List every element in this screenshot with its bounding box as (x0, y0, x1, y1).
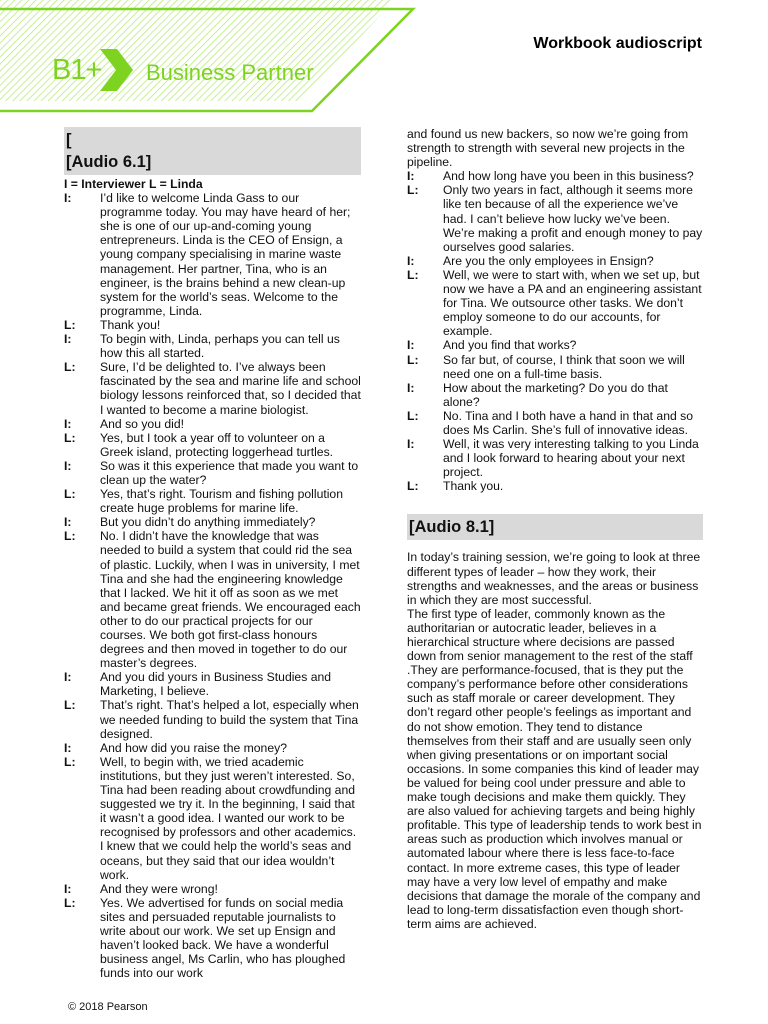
transcript-turn (64, 670, 361, 698)
speaker-label: I: (64, 458, 72, 473)
transcript-turn (407, 353, 704, 381)
transcript-turn (64, 515, 361, 529)
speaker-label: I: (407, 437, 415, 452)
transcript-turns (64, 191, 361, 980)
transcript-turn (64, 417, 361, 431)
transcript-turn (407, 409, 704, 437)
continued-text: and found us new backers, so now we’re going from strength to strength with several new projects in the pipeline. (407, 127, 689, 170)
turn-text: And you did yours in Business Studies and Marketing, I believe. (100, 670, 332, 699)
speaker-label: L: (64, 754, 76, 769)
turn-text: Well, we were to start with, when we set up, but now we have a PA and an engineering assistant for Tina. We outsource other tasks. We don’t employ someone to do our accounts, for example. (443, 267, 702, 339)
speaker-label: L: (64, 895, 76, 910)
speaker-label: L: (407, 183, 419, 198)
transcript-turn (407, 169, 704, 183)
turn-text: Well, to begin with, we tried academic institutions, but they just weren’t interested. So, Tina had been reading about crowdfunding and suggested we try it. In the beginning, I said that it wasn’t a good idea. I wanted our work to be recognised by professors and other academics. I knew that we could help the world’s seas and oceans, but they said that our idea wouldn’t work. (100, 754, 357, 882)
turn-text: And how long have you been in this business? (443, 169, 694, 184)
transcript-turn (64, 318, 361, 332)
speaker-label: I: (64, 416, 72, 431)
speaker-label: L: (64, 317, 76, 332)
turn-text: Well, it was very interesting talking to you Linda and I look forward to hearing about your next project. (443, 437, 699, 480)
turn-text: No. Tina and I both have a hand in that and so does Ms Carlin. She’s full of innovative ideas. (443, 408, 694, 437)
speaker-label: L: (64, 360, 76, 375)
transcript-turn (64, 487, 361, 515)
speaker-label: I: (64, 670, 72, 685)
speaker-label: L: (64, 430, 76, 445)
transcript-turns-continued (407, 169, 704, 493)
transcript-turn (64, 896, 361, 981)
speaker-label: I: (407, 253, 415, 268)
transcript-turn (407, 437, 704, 479)
turn-text: And they were wrong! (100, 881, 218, 896)
stray-bracket: [ (66, 131, 72, 149)
speaker-label: L: (64, 698, 76, 713)
turn-text: Yes, that’s right. Tourism and fishing pollution create huge problems for marine life. (100, 487, 343, 516)
turn-text: And you find that works? (443, 338, 577, 353)
speaker-label: L: (64, 529, 76, 544)
brand-banner (0, 0, 420, 115)
audio-8-1-heading: [Audio 8.1] (407, 514, 703, 540)
speaker-label: L: (407, 352, 419, 367)
speaker-label: L: (407, 267, 419, 282)
turn-text: So was it this experience that made you want to clean up the water? (100, 458, 359, 487)
turn-text: Yes. We advertised for funds on social media sites and persuaded reputable journalists to write about our work. We set up Ensign and haven’t looked back. We have a wonderful business angel, Ms Carlin, who has ploughed funds into our work (100, 895, 346, 981)
speaker-label: L: (64, 487, 76, 502)
turn-text: Thank you! (100, 317, 161, 332)
copyright-footer: © 2018 Pearson (68, 1001, 148, 1013)
turn-text: Sure, I’d be delighted to. I’ve always been fascinated by the sea and marine life and school biology lessons reinforced that, so I decided that I wanted to become a marine biologist. (100, 360, 361, 417)
transcript-turn (64, 741, 361, 755)
transcript-turn (407, 254, 704, 268)
turn-text: To begin with, Linda, perhaps you can tell us how this all started. (100, 332, 340, 361)
brand-name: Business Partner (146, 60, 314, 85)
speaker-label: L: (407, 408, 419, 423)
speaker-label: I: (64, 515, 72, 530)
turn-text: And how did you raise the money? (100, 740, 287, 755)
transcript-turn (407, 479, 704, 493)
turn-text: That’s right. That’s helped a lot, especially when we needed funding to build the system that Tina designed. (100, 698, 359, 741)
transcript-turn (64, 360, 361, 416)
speaker-label: I: (64, 332, 72, 347)
transcript-turn (64, 698, 361, 740)
turn-text: I’d like to welcome Linda Gass to our programme today. You may have heard of her; she is one of our up-and-coming young entrepreneurs. Linda is the CEO of Ensign, a young company specialising in marine waste management. Her partner, Tina, who is an engineer, is the brains behind a new clean-up system for the world’s seas. Welcome to the programme, Linda. (100, 191, 351, 318)
transcript-turn (64, 882, 361, 896)
audio-6-1-heading (64, 127, 361, 175)
turn-text: Are you the only employees in Ensign? (443, 253, 654, 268)
transcript-turn (64, 529, 361, 670)
turn-text: Only two years in fact, although it seems more like ten because of all the experience we’ve had. I can’t believe how lucky we’ve been. We’re making a profit and enough money to pay ourselves good salaries. (443, 183, 703, 254)
speaker-key: I = Interviewer L = Linda (64, 177, 203, 191)
transcript-turn (64, 332, 361, 360)
turn-text: No. I didn’t have the knowledge that was needed to build a system that could rid the sea of plastic. Luckily, when I was in university, I met Tina and she had the engineering knowledge that I lacked. We hit it off as soon as we met and became great friends. We encouraged each other to do our practical projects for our courses. We both got first-class honours degrees and then moved in together to do our master’s degrees. (100, 529, 361, 671)
speaker-label: I: (64, 740, 72, 755)
speaker-label: I: (407, 169, 415, 184)
section-gap (407, 493, 704, 514)
transcript-turn (64, 431, 361, 459)
turn-text: So far but, of course, I think that soon we will need one on a full-time basis. (443, 352, 685, 381)
transcript-turn (64, 191, 361, 318)
audio-6-1-title: [Audio 6.1] (66, 153, 152, 171)
course-level: B1+ (52, 54, 102, 86)
speaker-label: I: (64, 191, 72, 206)
speaker-label: I: (407, 338, 415, 353)
speaker-label: I: (64, 881, 72, 896)
document-type-title: Workbook audioscript (533, 35, 702, 52)
speaker-label: I: (407, 380, 415, 395)
turn-text: But you didn’t do anything immediately? (100, 515, 316, 530)
transcript-turn (407, 183, 704, 253)
transcript-turn (407, 338, 704, 352)
turn-text: Thank you. (443, 479, 504, 494)
speaker-label: L: (407, 479, 419, 494)
audio-8-1-paragraph: In today’s training session, we’re going to look at three different types of leader – how they work, their strengths and weaknesses, and the areas or business in which they are most successful. The first type of leader, commonly known as the authoritarian or autocratic leader, believes in a hierarchical structure where decisions are passed down from senior management to the rest of the staff .They are performance-focused, that is they put the company’s performance before other considerations such as staff morale or career development. They don’t regard other people’s feelings as important and do not show emotion. They tend to distance themselves from their staff and are usually seen only when giving presentations or on important social occasions. In some companies this kind of leader may be valued for being cool under pressure and able to make tough decisions and make them quickly. They are also valued for achieving targets and being highly profitable. This type of leadership tends to work best in areas such as production which involves manual or automated labour where there is less face-to-face contact. In more extreme cases, this type of leader may have a very low level of empathy and make decisions that damage the morale of the company and lead to long-term dissatisfaction even though short-term aims are achieved. (407, 550, 702, 931)
right-column (407, 127, 704, 931)
transcript-turn (407, 381, 704, 409)
turn-text: And so you did! (100, 416, 185, 431)
transcript-turn (407, 268, 704, 338)
turn-text: Yes, but I took a year off to volunteer on a Greek island, protecting loggerhead turtles. (100, 430, 334, 459)
transcript-turn (64, 755, 361, 882)
transcript-turn (64, 459, 361, 487)
left-column (64, 127, 361, 980)
turn-text: How about the marketing? Do you do that alone? (443, 380, 668, 409)
